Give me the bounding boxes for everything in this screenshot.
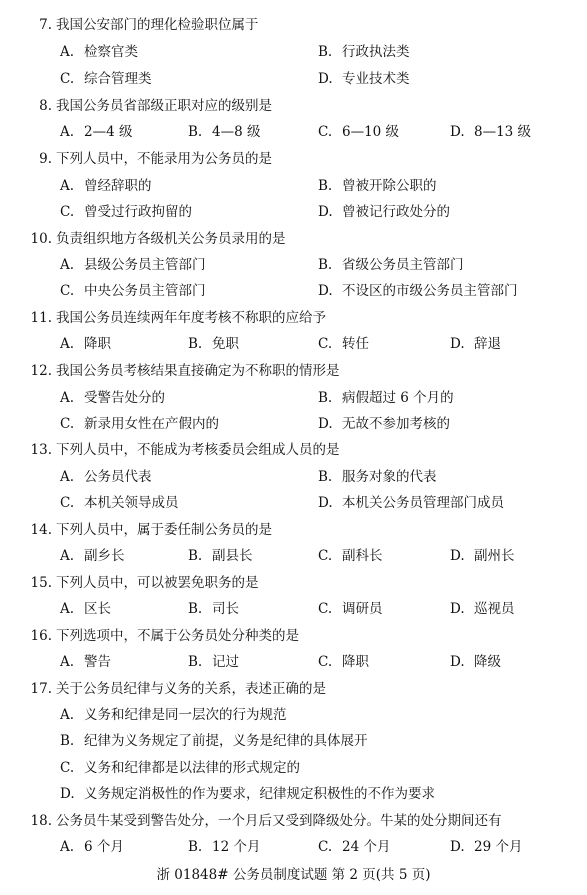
question-number: 10.	[30, 231, 52, 247]
option-a	[60, 123, 132, 141]
option-letter: A.	[60, 839, 75, 855]
option-letter: A.	[60, 336, 75, 352]
option-letter: D.	[318, 416, 333, 432]
option-letter: B.	[188, 654, 203, 670]
option-a	[60, 600, 111, 618]
option-text: 4—8 级	[212, 124, 261, 140]
option-text: 曾被开除公职的	[342, 178, 437, 194]
option-d	[318, 203, 450, 221]
question-text: 我国公务员省部级正职对应的级别是	[56, 98, 272, 114]
option-text: 综合管理类	[84, 71, 152, 87]
option-b	[188, 335, 239, 353]
option-letter: C.	[318, 654, 333, 670]
option-text: 中央公务员主管部门	[84, 283, 206, 299]
option-letter: C.	[318, 124, 333, 140]
option-letter: B.	[318, 178, 333, 194]
question-number: 7.	[39, 17, 52, 33]
option-a	[60, 706, 287, 724]
option-c	[60, 203, 192, 221]
option-letter: A.	[60, 707, 75, 723]
option-letter: D.	[318, 204, 333, 220]
option-letter: D.	[450, 839, 465, 855]
option-c	[318, 653, 369, 671]
option-letter: B.	[188, 124, 203, 140]
option-d	[450, 123, 531, 141]
option-text: 8—13 级	[474, 124, 532, 140]
option-text: 区长	[84, 601, 111, 617]
option-text: 副县长	[212, 548, 253, 564]
option-b	[188, 547, 253, 565]
option-text: 曾被记行政处分的	[342, 204, 450, 220]
option-text: 本机关公务员管理部门成员	[342, 495, 504, 511]
option-letter: A.	[60, 654, 75, 670]
option-text: 义务和纪律都是以法律的形式规定的	[84, 760, 300, 776]
option-text: 副州长	[474, 548, 515, 564]
option-c	[318, 123, 399, 141]
option-b	[188, 123, 260, 141]
option-letter: A.	[60, 44, 75, 60]
option-text: 县级公务员主管部门	[84, 257, 206, 273]
option-a	[60, 389, 165, 407]
option-letter: A.	[60, 124, 75, 140]
option-letter: D.	[60, 786, 75, 802]
option-letter: C.	[60, 495, 75, 511]
option-text: 检察官类	[84, 44, 138, 60]
option-text: 巡视员	[474, 601, 515, 617]
option-letter: D.	[318, 71, 333, 87]
option-b	[60, 732, 368, 750]
question-text: 下列人员中，可以被罢免职务的是	[56, 575, 259, 591]
option-letter: B.	[188, 336, 203, 352]
option-c	[60, 70, 152, 88]
option-text: 免职	[212, 336, 239, 352]
option-d	[450, 335, 501, 353]
option-c	[318, 335, 369, 353]
option-letter: A.	[60, 390, 75, 406]
option-letter: C.	[60, 283, 75, 299]
option-text: 病假超过 6 个月的	[342, 390, 454, 406]
question-number: 11.	[30, 310, 52, 326]
option-text: 司长	[212, 601, 239, 617]
option-b	[318, 43, 410, 61]
question-number: 17.	[30, 681, 52, 697]
option-a	[60, 468, 152, 486]
option-c	[60, 415, 219, 433]
option-letter: C.	[318, 601, 333, 617]
question-number: 13.	[30, 442, 52, 458]
option-b	[318, 389, 454, 407]
option-c	[60, 759, 300, 777]
option-text: 2—4 级	[84, 124, 133, 140]
option-text: 曾受过行政拘留的	[84, 204, 192, 220]
option-text: 转任	[342, 336, 369, 352]
option-text: 公务员代表	[84, 469, 152, 485]
option-b	[188, 653, 239, 671]
question-text: 下列人员中，属于委任制公务员的是	[56, 522, 272, 538]
option-text: 省级公务员主管部门	[342, 257, 464, 273]
option-letter: C.	[60, 71, 75, 87]
option-a	[60, 653, 111, 671]
option-text: 行政执法类	[342, 44, 410, 60]
option-letter: C.	[60, 760, 75, 776]
option-c	[60, 494, 179, 512]
option-text: 调研员	[342, 601, 383, 617]
option-text: 12 个月	[212, 839, 261, 855]
question-text: 我国公安部门的理化检验职位属于	[56, 17, 259, 33]
option-text: 不设区的市级公务员主管部门	[342, 283, 518, 299]
question-number: 15.	[30, 575, 52, 591]
option-text: 6 个月	[84, 839, 124, 855]
question-text: 下列选项中，不属于公务员处分种类的是	[56, 628, 299, 644]
option-text: 新录用女性在产假内的	[84, 416, 219, 432]
option-a	[60, 43, 138, 61]
option-d	[60, 785, 435, 803]
option-letter: B.	[318, 44, 333, 60]
question-text: 我国公务员考核结果直接确定为不称职的情形是	[56, 363, 340, 379]
question-number: 12.	[30, 363, 52, 379]
option-a	[60, 335, 111, 353]
option-text: 29 个月	[474, 839, 523, 855]
option-letter: A.	[60, 257, 75, 273]
question-number: 8.	[39, 98, 52, 114]
option-text: 24 个月	[342, 839, 391, 855]
option-text: 6—10 级	[342, 124, 400, 140]
option-letter: A.	[60, 178, 75, 194]
option-a	[60, 256, 206, 274]
option-c	[318, 547, 383, 565]
option-d	[318, 415, 450, 433]
option-text: 副科长	[342, 548, 383, 564]
option-letter: C.	[318, 839, 333, 855]
option-letter: C.	[60, 204, 75, 220]
option-d	[318, 494, 504, 512]
option-letter: D.	[318, 495, 333, 511]
option-letter: A.	[60, 469, 75, 485]
question-text: 关于公务员纪律与义务的关系，表述正确的是	[56, 681, 326, 697]
option-letter: B.	[60, 733, 75, 749]
option-letter: B.	[318, 469, 333, 485]
option-letter: C.	[318, 548, 333, 564]
option-letter: D.	[450, 548, 465, 564]
option-text: 警告	[84, 654, 111, 670]
page-footer: 浙 01848# 公务员制度试题 第 2 页(共 5 页)	[156, 867, 431, 883]
option-letter: A.	[60, 548, 75, 564]
option-text: 受警告处分的	[84, 390, 165, 406]
option-c	[60, 282, 206, 300]
option-d	[450, 600, 515, 618]
option-c	[318, 600, 383, 618]
option-letter: B.	[318, 257, 333, 273]
option-letter: D.	[450, 336, 465, 352]
option-letter: A.	[60, 601, 75, 617]
option-d	[318, 70, 410, 88]
option-b	[318, 468, 437, 486]
question-text: 公务员牛某受到警告处分，一个月后又受到降级处分。牛某的处分期间还有	[56, 813, 502, 829]
option-text: 无故不参加考核的	[342, 416, 450, 432]
option-d	[318, 282, 518, 300]
option-text: 本机关领导成员	[84, 495, 179, 511]
option-text: 服务对象的代表	[342, 469, 437, 485]
option-b	[318, 177, 437, 195]
option-a	[60, 547, 125, 565]
option-b	[188, 600, 239, 618]
option-text: 降职	[84, 336, 111, 352]
option-d	[450, 838, 522, 856]
option-text: 义务规定消极性的作为要求，纪律规定积极性的不作为要求	[84, 786, 435, 802]
option-b	[318, 256, 464, 274]
question-number: 9.	[39, 151, 52, 167]
question-number: 14.	[30, 522, 52, 538]
option-letter: B.	[318, 390, 333, 406]
option-text: 降级	[474, 654, 501, 670]
option-a	[60, 838, 124, 856]
question-text: 负责组织地方各级机关公务员录用的是	[56, 231, 286, 247]
option-text: 义务和纪律是同一层次的行为规范	[84, 707, 287, 723]
option-letter: D.	[450, 124, 465, 140]
option-letter: C.	[60, 416, 75, 432]
question-text: 我国公务员连续两年年度考核不称职的应给予	[56, 310, 326, 326]
option-text: 曾经辞职的	[84, 178, 152, 194]
option-text: 降职	[342, 654, 369, 670]
option-b	[188, 838, 260, 856]
option-letter: B.	[188, 548, 203, 564]
option-letter: B.	[188, 601, 203, 617]
option-text: 记过	[212, 654, 239, 670]
question-text: 下列人员中，不能录用为公务员的是	[56, 151, 272, 167]
option-text: 纪律为义务规定了前提，义务是纪律的具体展开	[84, 733, 368, 749]
option-letter: D.	[450, 654, 465, 670]
option-d	[450, 653, 501, 671]
option-letter: C.	[318, 336, 333, 352]
option-d	[450, 547, 515, 565]
option-letter: D.	[318, 283, 333, 299]
option-text: 副乡长	[84, 548, 125, 564]
option-letter: B.	[188, 839, 203, 855]
option-letter: D.	[450, 601, 465, 617]
option-c	[318, 838, 390, 856]
question-number: 18.	[30, 813, 52, 829]
option-a	[60, 177, 152, 195]
option-text: 辞退	[474, 336, 501, 352]
question-text: 下列人员中，不能成为考核委员会组成人员的是	[56, 442, 340, 458]
question-number: 16.	[30, 628, 52, 644]
option-text: 专业技术类	[342, 71, 410, 87]
